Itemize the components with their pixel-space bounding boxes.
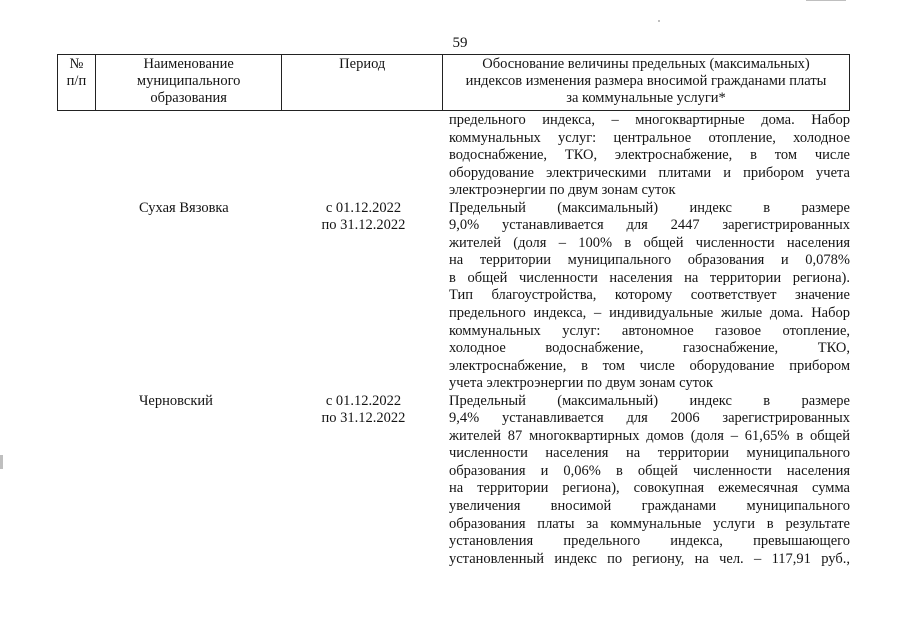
cell-period xyxy=(282,393,443,568)
text-line: Тип благоустройства, которому соответствует значение xyxy=(449,287,850,304)
header-justification-line: индексов изменения размера вносимой гражданами платы xyxy=(465,73,827,89)
text-line: предельного индекса, – многоквартирные дома. Набор xyxy=(449,112,850,128)
text-line: образования и 0,06% в общей численности населения xyxy=(449,462,850,479)
cell-justification xyxy=(443,200,850,393)
text-line: коммунальных услуг: автономное газовое отопление, xyxy=(449,322,850,339)
page-number: 59 xyxy=(452,35,468,51)
table-header-row xyxy=(57,54,850,111)
header-num-line: п/п xyxy=(66,73,87,89)
text-line: 9,0% устанавливается для 2447 зарегистрированных xyxy=(449,217,850,234)
text-line: образования платы за коммунальные услуги в результате xyxy=(449,515,850,532)
header-name-line: муниципального xyxy=(136,73,241,89)
tariff-table xyxy=(57,54,850,568)
header-justification-line: за коммунальные услуги* xyxy=(566,90,726,106)
period-from: с 01.12.2022 xyxy=(325,392,402,409)
text-line: холодное водоснабжение, газоснабжение, ТКО, xyxy=(449,340,850,357)
header-name-line: образования xyxy=(150,90,227,106)
text-line: в общей численности населения на территории региона). xyxy=(449,269,850,286)
scan-artifact xyxy=(0,455,3,469)
text-line: установления предельного индекса, превышающего xyxy=(449,533,850,550)
cell-period xyxy=(282,200,443,393)
table-row xyxy=(57,393,850,568)
text-line: жителей 87 многоквартирных домов (доля – 61,65% в общей xyxy=(449,427,850,444)
header-period xyxy=(282,55,443,110)
cell-name: Сухая Вязовка xyxy=(139,199,229,216)
header-justification-line: Обоснование величины предельных (максимальных) xyxy=(482,56,810,72)
cell-justification xyxy=(443,393,850,568)
text-line: увеличения вносимой гражданами муниципального xyxy=(449,498,850,515)
text-line: на территории региона), совокупная ежемесячная сумма xyxy=(449,480,850,497)
header-name-line: Наименование xyxy=(143,56,234,72)
cell-num xyxy=(57,393,95,568)
text-line: жителей (доля – 100% в общей численности населения xyxy=(449,234,850,251)
table-row-continuation xyxy=(57,112,850,200)
header-justification xyxy=(443,55,849,110)
period-to: по 31.12.2022 xyxy=(321,410,406,427)
cell-num xyxy=(57,200,95,393)
text-line: оборудование электрическими плитами и прибором учета xyxy=(449,164,850,181)
cell-justification xyxy=(443,112,850,200)
text-line: 9,4% устанавливается для 2006 зарегистрированных xyxy=(449,410,850,427)
text-line: установленный индекс по региону, на чел. – 117,91 руб., xyxy=(449,550,850,567)
text-line: Предельный (максимальный) индекс в размере xyxy=(449,392,850,409)
scan-artifact xyxy=(658,20,660,22)
text-line: на территории муниципального образования и 0,078% xyxy=(449,252,850,269)
scan-artifact xyxy=(806,0,846,1)
text-line: предельного индекса, – индивидуальные жилые дома. Набор xyxy=(449,305,850,322)
text-line: водоснабжение, ТКО, электроснабжение, в том числе xyxy=(449,147,850,164)
header-num xyxy=(58,55,96,110)
cell-name: Черновский xyxy=(139,392,213,409)
period-from: с 01.12.2022 xyxy=(325,199,402,216)
text-line: электроэнергии по двум зонам суток xyxy=(449,182,676,199)
cell-num xyxy=(57,112,95,200)
text-line: электроснабжение, в том числе оборудование прибором xyxy=(449,357,850,374)
table-row xyxy=(57,200,850,393)
header-num-line: № xyxy=(69,56,84,72)
text-line: численности населения на территории муниципального xyxy=(449,445,850,462)
period-to: по 31.12.2022 xyxy=(321,217,406,234)
text-line: учета электроэнергии по двум зонам суток xyxy=(449,375,714,392)
header-period-line: Период xyxy=(339,56,386,72)
header-name xyxy=(96,55,283,110)
cell-period xyxy=(282,112,443,200)
text-line: коммунальных услуг: центральное отопление, холодное xyxy=(449,129,850,146)
text-line: Предельный (максимальный) индекс в размере xyxy=(449,199,850,216)
cell-name xyxy=(95,112,282,200)
